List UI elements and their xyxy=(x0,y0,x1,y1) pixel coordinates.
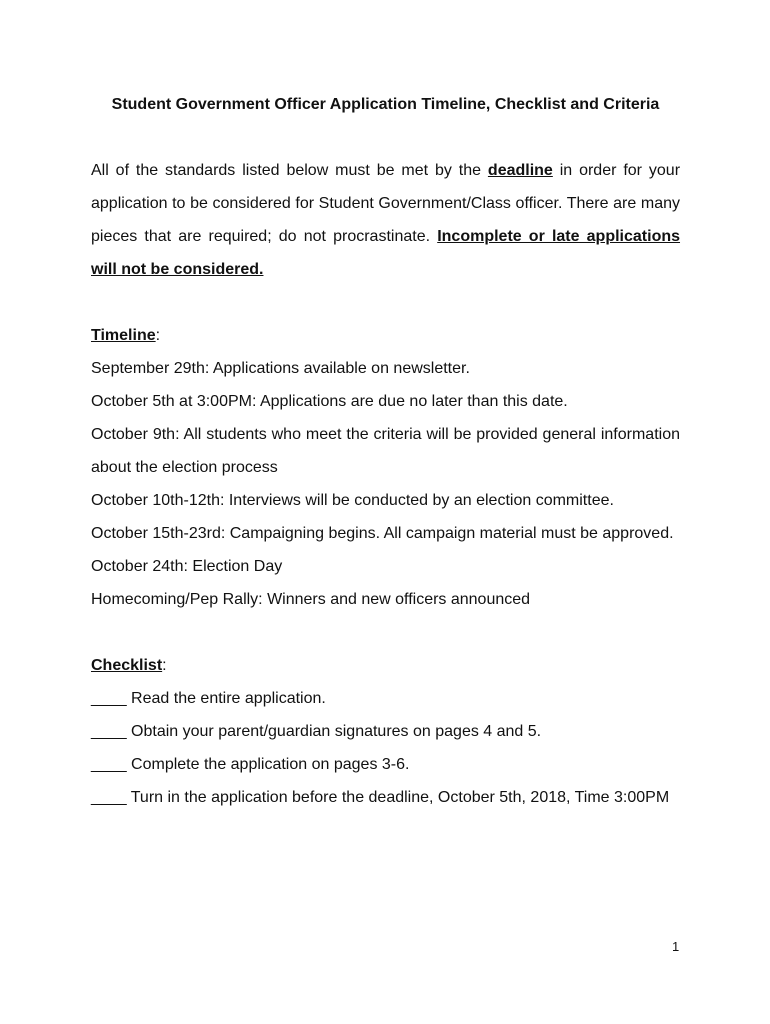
checklist-blank: ____ xyxy=(91,723,127,740)
page-title: Student Government Officer Application Timeline, Checklist and Criteria xyxy=(111,96,660,113)
checklist-item xyxy=(91,715,680,748)
intro-paragraph xyxy=(91,154,680,286)
checklist-item xyxy=(91,748,680,781)
checklist-item xyxy=(91,781,680,814)
timeline-item: October 15th-23rd: Campaigning begins. All campaign material must be approved. xyxy=(91,525,674,542)
timeline-heading-line: Timeline: xyxy=(91,327,161,344)
timeline-heading: Timeline xyxy=(91,327,156,344)
timeline-item: October 10th-12th: Interviews will be conducted by an election committee. xyxy=(91,492,614,509)
checklist-blank: ____ xyxy=(91,690,127,707)
timeline-item: October 9th: All students who meet the criteria will be provided general information about the election process xyxy=(91,426,680,476)
timeline-item: Homecoming/Pep Rally: Winners and new officers announced xyxy=(91,591,531,608)
intro-text-1: All of the standards listed below must be met by the xyxy=(91,162,482,179)
checklist-heading: Checklist xyxy=(91,657,163,674)
timeline-item: October 24th: Election Day xyxy=(91,558,283,575)
checklist-item-text: Turn in the application before the deadline, October 5th, 2018, Time 3:00PM xyxy=(130,789,670,806)
intro-text-2: in order for your application to be considered for Student Government/Class officer. There are many pieces that are required; do not procrastinate. xyxy=(91,162,681,245)
checklist-item-text: Complete the application on pages 3-6. xyxy=(131,756,410,773)
checklist-heading-line: Checklist: xyxy=(91,657,167,674)
timeline-item: September 29th: Applications available on newsletter. xyxy=(91,360,470,377)
checklist-item-text: Read the entire application. xyxy=(131,690,326,707)
page-number: 1 xyxy=(672,939,680,954)
document-body xyxy=(91,154,680,814)
checklist-item-text: Obtain your parent/guardian signatures on pages 4 and 5. xyxy=(131,723,542,740)
checklist-blank: ____ xyxy=(91,756,127,773)
checklist-item xyxy=(91,682,680,715)
checklist-blank: ____ xyxy=(91,789,127,806)
deadline-emphasis: deadline xyxy=(487,162,553,179)
late-warning: Incomplete or late applications will not be considered. xyxy=(91,228,681,278)
timeline-item: October 5th at 3:00PM: Applications are due no later than this date. xyxy=(91,393,568,410)
